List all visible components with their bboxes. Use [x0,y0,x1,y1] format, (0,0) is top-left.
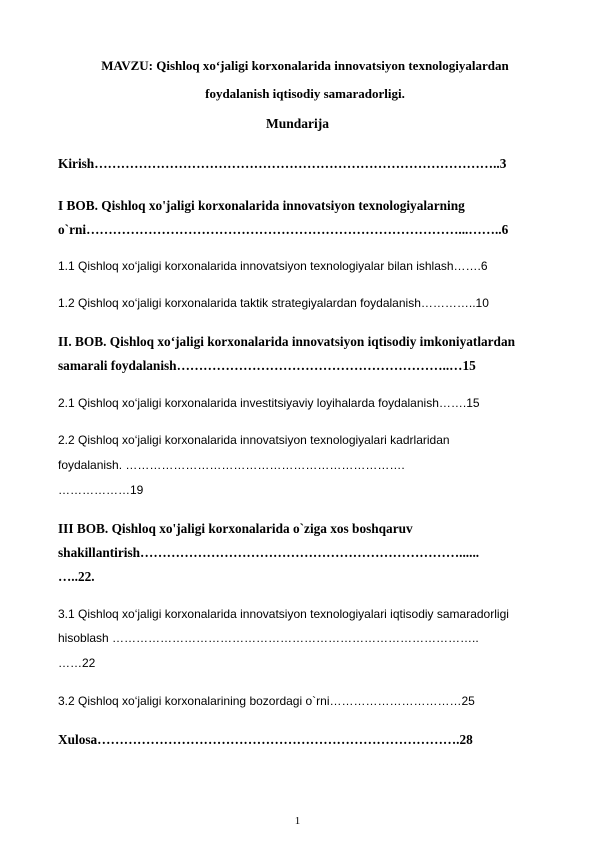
toc-entry-xulosa: Xulosa……………………………………………………………………….28 [58,732,473,747]
contents-heading: Mundarija [265,116,329,131]
toc-entry-chapter-3-line-2: shakillantirish………………………………………………………………...... [58,545,480,560]
toc-entry-chapter-2-line-2: samarali foydalanish……………………………………………………..…15 [58,358,476,373]
toc-entry-2-2-line-1: 2.2 Qishloq xo‘jaligi korxonalarida innovatsiyon texnologiyalari kadrlaridan [58,433,450,447]
page-number: 1 [294,815,301,827]
title-line-2: foydalanish iqtisodiy samaradorligi. [205,86,405,101]
document-title [60,52,550,108]
toc-entry-2-1: 2.1 Qishloq xo‘jaligi korxonalarida investitsiyaviy loyihalarda foydalanish…….15 [58,396,480,410]
toc-entry-chapter-2-line-1: II. BOB. Qishloq xo‘jaligi korxonalarida innovatsiyon iqtisodiy imkoniyatlardan [58,334,515,349]
toc-entry-3-1-line-1: 3.1 Qishloq xo‘jaligi korxonalarida innovatsiyon texnologiyalari iqtisodiy samaradorligi [58,607,509,621]
toc-entry-3-1-line-2: hisoblash ……………………………………………………………………………….. [58,631,479,645]
toc-entry-3-1-line-3: ……22 [58,656,96,670]
toc-entry-chapter-3-line-1: III BOB. Qishloq xo'jaligi korxonalarida o`ziga xos boshqaruv [58,521,413,536]
toc-entry-kirish: Kirish………………………………………………………………………………..3 [58,156,507,171]
toc-entry-3-2: 3.2 Qishloq xo‘jaligi korxonalarining bozordagi o`rni……………………………25 [58,694,475,708]
toc-entry-1-2: 1.2 Qishloq xo‘jaligi korxonalarida taktik strategiyalardan foydalanish…………..10 [58,296,489,310]
toc-entry-2-2-line-2: foydalanish. ……………………………………………………………. [58,458,405,472]
toc-entry-1-1: 1.1 Qishloq xo‘jaligi korxonalarida innovatsiyon texnologiyalar bilan ishlash…….6 [58,259,488,273]
toc-entry-2-2-line-3: ………………19 [58,483,144,497]
toc-entry-chapter-3-line-3: …..22. [58,569,95,584]
toc-entry-chapter-1-line-2: o`rni…………………………………………………………………………...……..6 [58,222,509,237]
toc-entry-chapter-1-line-1: I BOB. Qishloq xo'jaligi korxonalarida innovatsiyon texnologiyalarning [58,198,465,213]
title-line-1: MAVZU: Qishloq xo‘jaligi korxonalarida innovatsiyon texnologiyalardan [101,58,509,73]
